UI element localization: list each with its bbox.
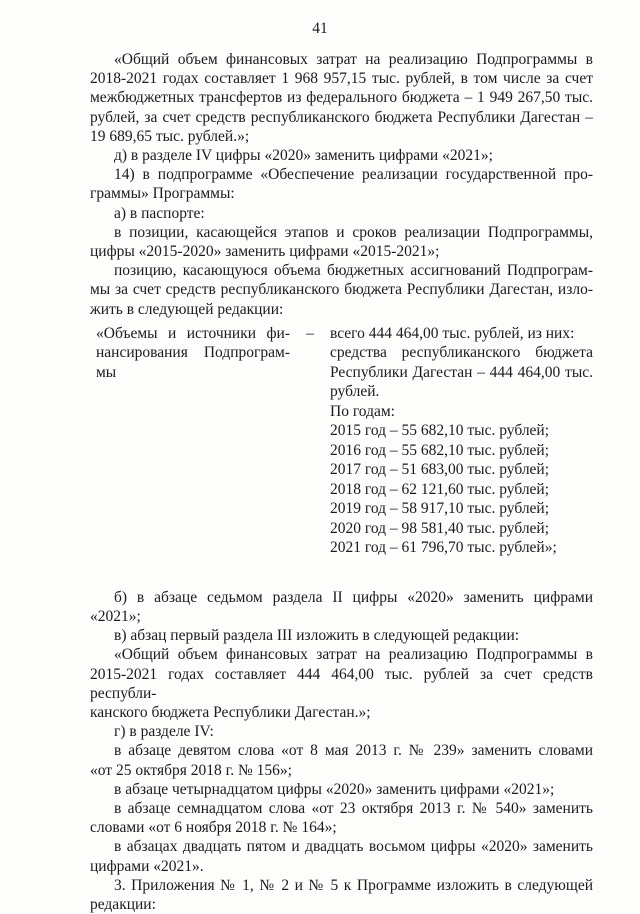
passport-label-line: «Объемы и источники фи- [96, 324, 290, 342]
passport-value-line: всего 444 464,00 тыс. рублей, из них: [330, 324, 575, 342]
paragraph [90, 780, 593, 799]
text-line: позицию, касающуюся объема бюджетных ассигнований Подпрограм- [114, 262, 593, 280]
year-amount-line: 2020 год – 98 581,40 тыс. рублей; [330, 519, 550, 537]
paragraph [90, 837, 593, 875]
paragraphs-bottom [90, 588, 593, 914]
text-line: 14) в подпрограмме «Обеспечение реализации государственной про- [114, 166, 593, 184]
passport-value-line: средства республиканского бюджета [330, 344, 593, 362]
year-amount-line: 2021 год – 61 796,70 тыс. рублей»; [330, 539, 557, 557]
paragraph [90, 165, 593, 203]
text-line: жить в следующей редакции: [90, 300, 284, 318]
text-line: д) в разделе IV цифры «2020» заменить цифрами «2021»; [114, 147, 493, 165]
passport-value [330, 324, 593, 558]
document-body [90, 50, 593, 914]
paragraph [90, 204, 593, 223]
text-line: в позиции, касающейся этапов и сроков реализации Подпрограммы, [114, 223, 593, 241]
text-line: г) в разделе IV: [114, 723, 214, 741]
text-line: 3. Приложения № 1, № 2 и № 5 к Программе изложить в следующей [114, 876, 593, 894]
paragraph [90, 741, 593, 779]
text-line: «Общий объем финансовых затрат на реализацию Подпрограммы в [114, 51, 593, 68]
passport-value-line: Республики Дагестан – 444 464,00 тыс. [330, 363, 593, 381]
paragraph [90, 223, 593, 261]
paragraph [90, 146, 593, 165]
text-line: канского бюджета Республики Дагестан.»; [90, 704, 371, 722]
text-line: в абзаце семнадцатом слова «от 23 октября 2013 г. № 540» заменить [114, 800, 593, 818]
text-line: рублей, за счет средств республиканского бюджета Республики Дагестан – [90, 108, 593, 126]
text-line: 2015-2021 годах составляет 444 464,00 тыс. рублей за счет средств республи- [90, 665, 593, 702]
text-line: 2018-2021 годах составляет 1 968 957,15 тыс. рублей, в том числе за счет [90, 70, 593, 88]
paragraph [90, 722, 593, 741]
text-line: «Общий объем финансовых затрат на реализацию Подпрограммы в [114, 646, 593, 664]
passport-label-line: нансирования Подпрограм- [96, 344, 290, 362]
text-line: а) в паспорте: [114, 204, 205, 222]
year-amount-line: 2016 год – 55 682,10 тыс. рублей; [330, 441, 550, 459]
passport-box [90, 324, 593, 558]
passport-label-line: мы [96, 363, 117, 381]
text-line: в абзацах двадцать пятом и двадцать восьмом цифры «2020» заменить [114, 838, 593, 856]
paragraph [90, 588, 593, 626]
paragraph [90, 261, 593, 319]
passport-dash: – [306, 324, 314, 342]
text-line: межбюджетных трансфертов из федерального бюджета – 1 949 267,50 тыс. [90, 89, 593, 107]
passport-label [90, 324, 290, 558]
text-line: цифрами «2021». [90, 857, 204, 875]
text-line: «2021»; [90, 608, 141, 626]
text-line: граммы» Программы: [90, 185, 235, 203]
page-number: 41 [312, 20, 328, 37]
text-line: б) в абзаце седьмом раздела II цифры «2020» заменить цифрами [114, 588, 593, 606]
paragraphs-top [90, 50, 593, 319]
paragraph [90, 50, 593, 146]
paragraph [90, 799, 593, 837]
year-amount-line: 2018 год – 62 121,60 тыс. рублей; [330, 480, 550, 498]
by-years-label: По годам: [330, 402, 395, 420]
text-line: цифры «2015-2020» заменить цифрами «2015-2021»; [90, 243, 440, 261]
text-line: мы за счет средств республиканского бюджета Республики Дагестан, изло- [90, 281, 593, 299]
text-line: 19 689,65 тыс. рублей.»; [90, 127, 250, 145]
text-line: редакции: [90, 896, 156, 914]
year-amount-line: 2019 год – 58 917,10 тыс. рублей; [330, 500, 550, 518]
year-amount-line: 2017 год – 51 683,00 тыс. рублей; [330, 461, 550, 479]
passport-value-line: рублей. [330, 383, 380, 401]
text-line: словами «от 6 ноября 2018 г. № 164»; [90, 819, 337, 837]
year-amount-line: 2015 год – 55 682,10 тыс. рублей; [330, 422, 550, 440]
text-line: в) абзац первый раздела III изложить в следующей редакции: [114, 627, 520, 645]
paragraph [90, 626, 593, 645]
text-line: «от 25 октября 2018 г. № 156»; [90, 761, 292, 779]
text-line: в абзаце четырнадцатом цифры «2020» заменить цифрами «2021»; [114, 780, 555, 798]
text-line: в абзаце девятом слова «от 8 мая 2013 г. № 239» заменить словами [114, 742, 593, 760]
paragraph [90, 645, 593, 722]
paragraph [90, 876, 593, 914]
